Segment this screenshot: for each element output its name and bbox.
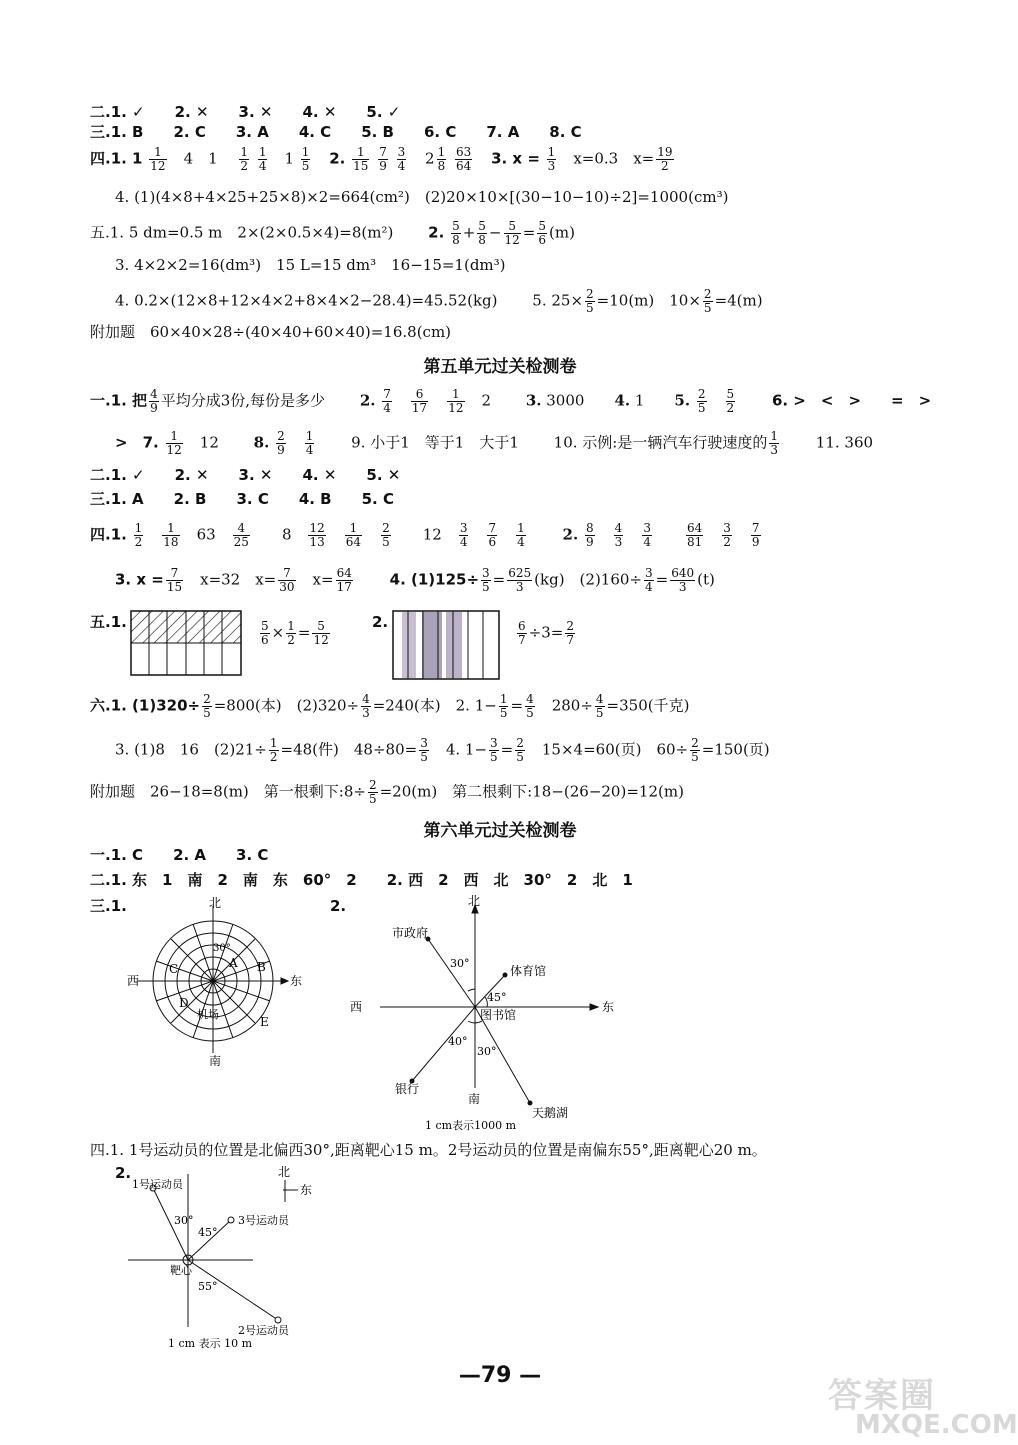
u6-yi: 一.1. C 2. A 3. C (90, 846, 269, 864)
u4-wu2-suffix: (m) (549, 223, 575, 242)
compass-b: B (257, 960, 266, 974)
u5-fujia: 附加题 26−18=8(m) 第一根剩下:8÷ $\frac{2}{5}$ =20(m) 第二根剩下:18−(26−20)=12(m) (90, 778, 684, 806)
page-number: —79 — (458, 1363, 542, 1388)
map3-p2: 2号运动员 (238, 1324, 289, 1337)
u6-athlete-diagram (128, 1162, 328, 1352)
compass-a: A (229, 956, 238, 970)
u5-liu3-d: 15×4=60(页) 60÷ (526, 740, 689, 759)
u6-san2-label: 2. (330, 897, 347, 915)
u5-yi1-suffix: 平均分成3份,每份是多少 (160, 391, 326, 410)
u5-yi11: 11. 360 (815, 433, 874, 452)
map3-n: 北 (278, 1165, 291, 1179)
u5-si1: 四.1. $\frac{1}{2}$ $\frac{1}{18}$ 63 $\frac{4}{25}$ 8 $\frac{12}{13}$ $\frac{1}{64}$ $\frac{2}{5}$ 12 $\frac{3}{4}$ $\frac{7}{6}$ $\frac{1}{4}$ 2. $\frac{8}{9}$ $\frac{4}{3}$ $\frac{3}{4}$ $\frac{64}{81}$ $\frac{3}{2}$ $\frac{7}{9}$ (90, 521, 760, 549)
u4-wu3: 3. 4×2×2=16(dm³) 15 L=15 dm³ 16−15=1(dm³) (115, 256, 506, 274)
u5-si4-label: 4. (1)125÷ (389, 570, 480, 589)
u4-wu4: 4. 0.2×(12×8+12×4×2+8×4×2−28.4)=45.52(kg) (115, 291, 498, 310)
u4-fujia: 附加题 60×40×28÷(40×40+60×40)=16.8(cm) (90, 323, 452, 341)
map2-s: 南 (468, 1092, 481, 1106)
map2-e: 东 (602, 1000, 615, 1014)
u4-si4: 4. (1)(4×8+4×25+25×8)×2=664(cm²) (2)20×10×[(30−10−10)÷2]=1000(cm³) (115, 188, 729, 206)
u5-liu3-e: =150(页) (701, 740, 770, 759)
u5-wu-label: 五.1. (90, 613, 127, 631)
u5-liu1: 六.1. (1)320÷ $\frac{2}{5}$ =800(本) (2)320÷ $\frac{4}{3}$ =240(本) 2. 1− $\frac{1}{5}$ = $\frac{4}{5}$ 280÷ $\frac{4}{5}$ =350(千克) (90, 692, 690, 720)
u5-er: 二.1. ✓ 2. ✕ 3. ✕ 4. ✕ 5. ✕ (90, 466, 401, 484)
unit6-title: 第六单元过关检测卷 (423, 821, 577, 841)
map2-n: 北 (468, 894, 481, 908)
u4-wu: 五.1. 5 dm=0.5 m 2×(2×0.5×4)=8(m²) 2. $\frac{5}{8}$ + $\frac{5}{8}$ − $\frac{5}{12}$ = $\frac{5}{6}$ (m) (90, 219, 575, 247)
u5-liu3-a: 3. (1)8 16 (2)21÷ (115, 740, 267, 759)
map2-angle-30: 30° (450, 957, 470, 970)
u6-map-diagram (340, 893, 615, 1133)
map2-w: 西 (350, 1000, 363, 1014)
map3-e: 东 (300, 1183, 313, 1197)
u5-liu3: 3. (1)8 16 (2)21÷ $\frac{1}{2}$ =48(件) 48÷80= $\frac{3}{5}$ 4. 1− $\frac{3}{5}$ = $\frac{2}{5}$ 15×4=60(页) 60÷ $\frac{2}{5}$ =150(页) (115, 736, 770, 764)
u6-er: 二.1. 东 1 南 2 南 东 60° 2 2. 西 2 西 北 30° 2 北 1 (90, 871, 633, 889)
u5-wu1-eq: $\frac{5}{6}$ × $\frac{1}{2}$ = $\frac{5}{12}$ (261, 619, 329, 647)
u6-si1: 四.1. 1号运动员的位置是北偏西30°,距离靶心15 m。2号运动员的位置是南偏东55°,距离靶心20 m。 (90, 1141, 767, 1159)
u5-liu3-b: =48(件) 48÷80= (280, 740, 418, 759)
u5-yi1-prefix: 一.1. 把 (90, 391, 148, 410)
u5-yi7-prefix: > 7. (115, 433, 159, 452)
map2-gym: 体育馆 (510, 964, 547, 978)
u5-si4-t: (t) (697, 570, 715, 589)
u6-san-label: 三.1. (90, 897, 127, 915)
map2-scale: 1 cm表示1000 m (425, 1119, 517, 1132)
map2-library: 图书馆 (480, 1008, 517, 1022)
u5-san: 三.1. A 2. B 3. C 4. B 5. C (90, 490, 394, 508)
map2-angle-40: 40° (448, 1035, 468, 1048)
u4-wu45: 4. 0.2×(12×8+12×4×2+8×4×2−28.4)=45.52(kg) 5. 25× $\frac{2}{5}$ =10(m) 10× $\frac{2}{5}$ =4(m) (115, 287, 763, 315)
compass-s: 南 (209, 1054, 222, 1068)
u5-yi9: 9. 小于1 等于1 大于1 (351, 433, 519, 452)
map3-center: 靶心 (170, 1264, 192, 1277)
u4-si1: 四.1. 1 $\frac{1}{12}$ 4 1 $\frac{1}{2}$ $\frac{1}{4}$ 1 $\frac{1}{5}$ 2. $\frac{1}{15}$ $\frac{7}{9}$ $\frac{3}{4}$ 2 $\frac{1}{8}$ $\frac{63}{64}$ 3. x = $\frac{1}{3}$ x=0.3 x= $\frac{19}{2}$ (90, 145, 673, 173)
u5-fujia-b: =20(m) 第二根剩下:18−(26−20)=12(m) (379, 782, 684, 801)
u4-wu5-suffix: =4(m) (714, 291, 763, 310)
u5-liu1-d: 280÷ (536, 696, 593, 715)
u6-si2-label: 2. (115, 1164, 132, 1182)
map3-a30: 30° (174, 1214, 194, 1227)
u5-si3-label: 3. x = (115, 570, 164, 589)
map2-bank: 银行 (395, 1082, 420, 1096)
u4-si1-prefix: 四.1. 1 (90, 149, 143, 168)
u5-si4-kg: (kg) (2)160÷ (534, 570, 642, 589)
map2-swan-lake: 天鹅湖 (532, 1106, 569, 1120)
u5-wu1-grid (130, 610, 242, 676)
u4-er: 二.1. ✓ 2. ✕ 3. ✕ 4. ✕ 5. ✓ (90, 103, 401, 121)
map3-scale: 1 cm 表示 10 m (168, 1337, 253, 1350)
map3-a45: 45° (198, 1226, 218, 1239)
compass-deg: 30° (213, 943, 231, 954)
u5-liu3-c: 4. 1− (430, 740, 488, 759)
unit5-title: 第五单元过关检测卷 (423, 357, 577, 377)
u4-si3: 3. x = (491, 149, 540, 168)
compass-w: 西 (127, 974, 140, 988)
u5-liu1-a: 六.1. (1)320÷ (90, 696, 201, 715)
watermark-url: MXQE.COM (855, 1410, 1018, 1440)
compass-airport: 机场 (197, 1008, 219, 1021)
compass-c: C (169, 962, 179, 976)
u5-yi10: 10. 示例:是一辆汽车行驶速度的 (553, 433, 768, 452)
u5-si34: 3. x = $\frac{7}{15}$ x=32 x= $\frac{7}{30}$ x= $\frac{64}{17}$ 4. (1)125÷ $\frac{3}{5}$ = $\frac{625}{3}$ (kg) (2)160÷ $\frac{3}{4}$ = $\frac{640}{3}$ (t) (115, 566, 715, 594)
u4-wu5-prefix: 5. 25× (532, 291, 584, 310)
u5-liu1-c: =240(本) 2. 1− (372, 696, 497, 715)
u5-wu2-grid (392, 610, 500, 680)
watermark-logo: 答案圈 (828, 1376, 936, 1416)
compass-n: 北 (209, 896, 222, 910)
compass-e: 东 (290, 974, 303, 988)
map2-angle-30b: 30° (477, 1045, 497, 1058)
u4-si1-2: 2. (329, 149, 346, 168)
u5-yi6: 6. > < > = > (771, 391, 932, 410)
u5-fujia-a: 附加题 26−18=8(m) 第一根剩下:8÷ (90, 782, 366, 801)
u5-liu1-e: =350(千克) (606, 696, 690, 715)
compass-d: D (179, 996, 189, 1010)
map3-a55: 55° (198, 1280, 218, 1293)
u5-wu2-eq: $\frac{6}{7}$ ÷3= $\frac{2}{7}$ (518, 619, 574, 647)
u4-san: 三.1. B 2. C 3. A 4. C 5. B 6. C 7. A 8. C (90, 123, 582, 141)
u5-liu1-b: =800(本) (2)320÷ (213, 696, 360, 715)
u4-wu1: 五.1. 5 dm=0.5 m 2×(2×0.5×4)=8(m²) (90, 223, 394, 242)
u5-si1-label: 四.1. (90, 525, 127, 544)
u5-yi-line1: 一.1. 把 $\frac{4}{9}$ 平均分成3份,每份是多少 2. $\frac{7}{4}$ $\frac{6}{17}$ $\frac{1}{12}$ 2 3. 3000 4. 1 5. $\frac{2}{5}$ $\frac{5}{2}$ 6. > < > = > (90, 387, 932, 415)
map2-city-hall: 市政府 (392, 926, 429, 940)
map2-angle-45: 45° (487, 991, 507, 1004)
u4-wu5-mid: =10(m) 10× (596, 291, 701, 310)
u5-yi-line2: > 7. $\frac{1}{12}$ 12 8. $\frac{2}{9}$ $\frac{1}{4}$ 9. 小于1 等于1 大于1 10. 示例:是一辆汽车行驶速度的 $\frac{1}{3}$ 11. 360 (115, 429, 874, 457)
u6-compass-diagram (125, 893, 305, 1068)
map3-p3: 3号运动员 (238, 1214, 289, 1227)
u5-wu2-label: 2. (372, 613, 389, 631)
map3-p1: 1号运动员 (132, 1178, 183, 1191)
compass-e-point: E (260, 1015, 269, 1029)
u4-wu2-prefix: 2. (428, 223, 445, 242)
